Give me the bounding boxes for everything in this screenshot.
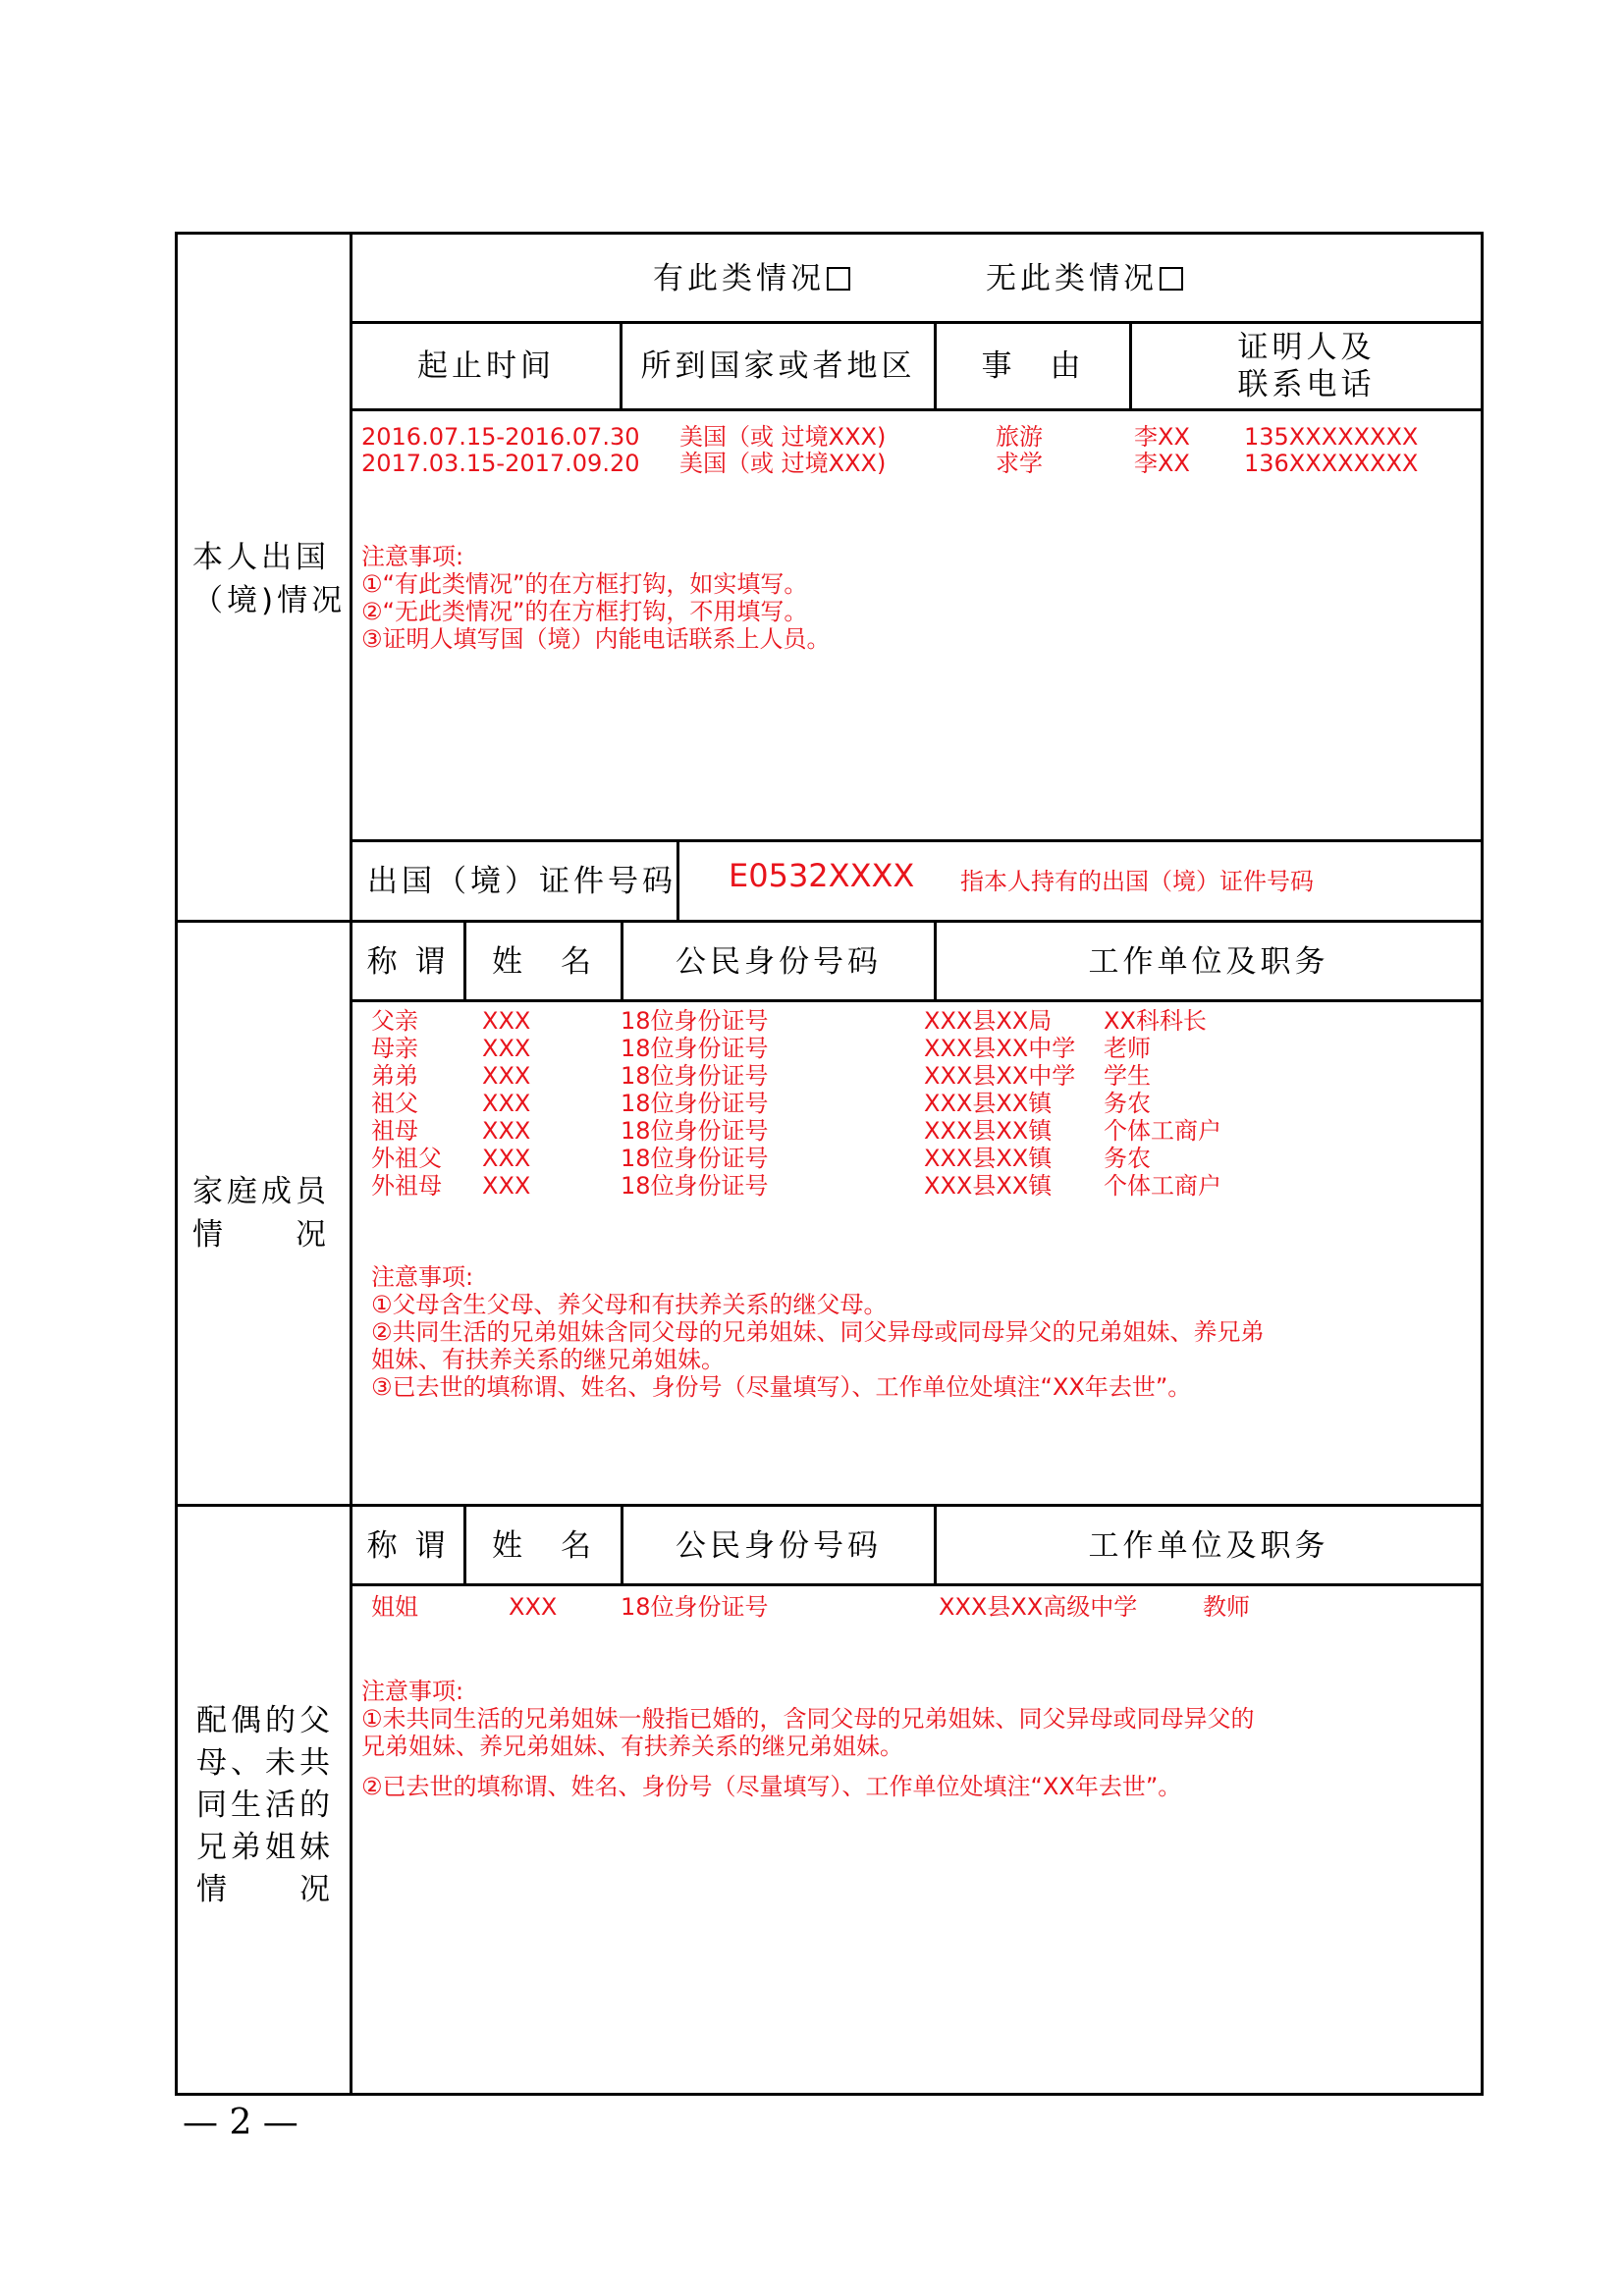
relation-cell: 外祖父 [371, 1145, 442, 1172]
unit-cell: XXX县XX高级中学 [939, 1593, 1138, 1621]
family-header-relation: 称 谓 [366, 944, 450, 980]
title-cell: 个体工商户 [1104, 1172, 1221, 1200]
spouse-note-1b: 兄弟姐妹、养兄弟姐妹、有扶养关系的继兄弟姐妹。 [361, 1733, 903, 1760]
travel-note-1: ①“有此类情况”的在方框打钩，如实填写。 [361, 570, 808, 598]
unit-cell: XXX县XX中学 [924, 1062, 1076, 1090]
spouse-header-id: 公民身份号码 [676, 1528, 882, 1564]
family-header-name: 姓 名 [492, 944, 595, 980]
header-reason: 事 由 [981, 348, 1085, 384]
checkbox-none[interactable] [1160, 267, 1183, 291]
relation-cell: 姐姐 [371, 1593, 418, 1621]
header-period: 起止时间 [417, 348, 555, 384]
header-phone: 联系电话 [1237, 367, 1376, 402]
travel-row-2-phone: 136XXXXXXXX [1244, 450, 1419, 477]
family-note-2b: 姐妹、有扶养关系的继兄弟姐妹。 [371, 1346, 725, 1373]
passport-label: 出国（境）证件号码 [367, 864, 677, 899]
page-number: — 2 — [183, 2103, 298, 2143]
travel-row-2-period: 2017.03.15-2017.09.20 [361, 450, 640, 477]
spouse-label-line-3: 同生活的 [196, 1788, 334, 1823]
family-note-2a: ②共同生活的兄弟姐妹含同父母的兄弟姐妹、同父异母或同母异父的兄弟姐妹、养兄弟 [371, 1318, 1265, 1346]
title-cell: 务农 [1104, 1145, 1151, 1172]
id-cell: 18位身份证号 [621, 1007, 769, 1035]
relation-cell: 父亲 [371, 1007, 418, 1035]
unit-cell: XXX县XX中学 [924, 1035, 1076, 1062]
name-cell: XXX [482, 1117, 531, 1145]
name-cell: XXX [482, 1172, 531, 1200]
relation-cell: 母亲 [371, 1035, 418, 1062]
id-cell: 18位身份证号 [621, 1035, 769, 1062]
name-cell: XXX [482, 1090, 531, 1117]
id-cell: 18位身份证号 [621, 1090, 769, 1117]
name-cell: XXX [482, 1007, 531, 1035]
unit-cell: XXX县XX镇 [924, 1145, 1053, 1172]
family-note-3: ③已去世的填称谓、姓名、身份号（尽量填写）、工作单位处填注“XX年去世”。 [371, 1373, 1192, 1401]
id-cell: 18位身份证号 [621, 1145, 769, 1172]
family-label-line-1: 家庭成员 [192, 1174, 330, 1209]
spouse-header-name: 姓 名 [492, 1528, 595, 1564]
family-label-line-2: 情 况 [192, 1217, 330, 1253]
unit-cell: XXX县XX镇 [924, 1172, 1053, 1200]
name-cell: XXX [482, 1145, 531, 1172]
id-cell: 18位身份证号 [621, 1117, 769, 1145]
spouse-label-line-5: 情 况 [196, 1872, 334, 1907]
title-cell: 务农 [1104, 1090, 1151, 1117]
travel-row-1-witness: 李XX [1134, 423, 1190, 451]
spouse-note-2: ②已去世的填称谓、姓名、身份号（尽量填写）、工作单位处填注“XX年去世”。 [361, 1773, 1182, 1800]
relation-cell: 祖母 [371, 1117, 418, 1145]
family-note-title: 注意事项: [371, 1263, 474, 1291]
travel-row-1-phone: 135XXXXXXXX [1244, 423, 1419, 451]
family-header-id: 公民身份号码 [676, 944, 882, 980]
name-cell: XXX [482, 1062, 531, 1090]
checkbox-has[interactable] [827, 267, 850, 291]
passport-hint: 指本人持有的出国（境）证件号码 [960, 868, 1314, 895]
header-place: 所到国家或者地区 [640, 348, 916, 384]
travel-note-title: 注意事项: [361, 543, 464, 570]
title-cell: XX科科长 [1104, 1007, 1207, 1035]
passport-number: E0532XXXX [729, 857, 915, 894]
travel-row-2-witness: 李XX [1134, 450, 1190, 477]
relation-cell: 弟弟 [371, 1062, 418, 1090]
relation-cell: 祖父 [371, 1090, 418, 1117]
spouse-label-line-4: 兄弟姐妹 [196, 1830, 334, 1865]
id-cell: 18位身份证号 [621, 1593, 769, 1621]
travel-note-2: ②“无此类情况”的在方框打钩，不用填写。 [361, 598, 808, 625]
travel-note-3: ③证明人填写国（境）内能电话联系上人员。 [361, 625, 831, 653]
spouse-note-1a: ①未共同生活的兄弟姐妹一般指已婚的，含同父母的兄弟姐妹、同父异母或同母异父的 [361, 1705, 1255, 1733]
relation-cell: 外祖母 [371, 1172, 442, 1200]
section-label-line-2: （境)情况 [192, 583, 347, 618]
travel-row-2-reason: 求学 [996, 450, 1043, 477]
title-cell: 老师 [1104, 1035, 1151, 1062]
travel-row-1-period: 2016.07.15-2016.07.30 [361, 423, 640, 451]
option-no-situation[interactable] [986, 257, 1183, 300]
travel-row-1-place: 美国（或 过境XXX) [679, 423, 887, 451]
id-cell: 18位身份证号 [621, 1172, 769, 1200]
id-cell: 18位身份证号 [621, 1062, 769, 1090]
family-header-unit: 工作单位及职务 [1088, 944, 1329, 980]
option-has-label: 有此类情况 [653, 261, 825, 296]
spouse-label-line-1: 配偶的父 [196, 1703, 334, 1738]
travel-row-2-place: 美国（或 过境XXX) [679, 450, 887, 477]
option-none-label: 无此类情况 [986, 261, 1158, 296]
title-cell: 个体工商户 [1104, 1117, 1221, 1145]
unit-cell: XXX县XX镇 [924, 1117, 1053, 1145]
name-cell: XXX [509, 1593, 558, 1621]
section-label-line-1: 本人出国 [192, 540, 330, 575]
option-has-situation[interactable] [653, 257, 850, 300]
travel-row-1-reason: 旅游 [996, 423, 1043, 451]
title-cell: 教师 [1203, 1593, 1250, 1621]
name-cell: XXX [482, 1035, 531, 1062]
family-note-1: ①父母含生父母、养父母和有扶养关系的继父母。 [371, 1291, 888, 1318]
spouse-header-relation: 称 谓 [366, 1528, 450, 1564]
title-cell: 学生 [1104, 1062, 1151, 1090]
spouse-note-title: 注意事项: [361, 1678, 464, 1705]
unit-cell: XXX县XX镇 [924, 1090, 1053, 1117]
unit-cell: XXX县XX局 [924, 1007, 1053, 1035]
spouse-label-line-2: 母、未共 [196, 1745, 334, 1781]
spouse-header-unit: 工作单位及职务 [1088, 1528, 1329, 1564]
header-witness: 证明人及 [1237, 330, 1376, 365]
